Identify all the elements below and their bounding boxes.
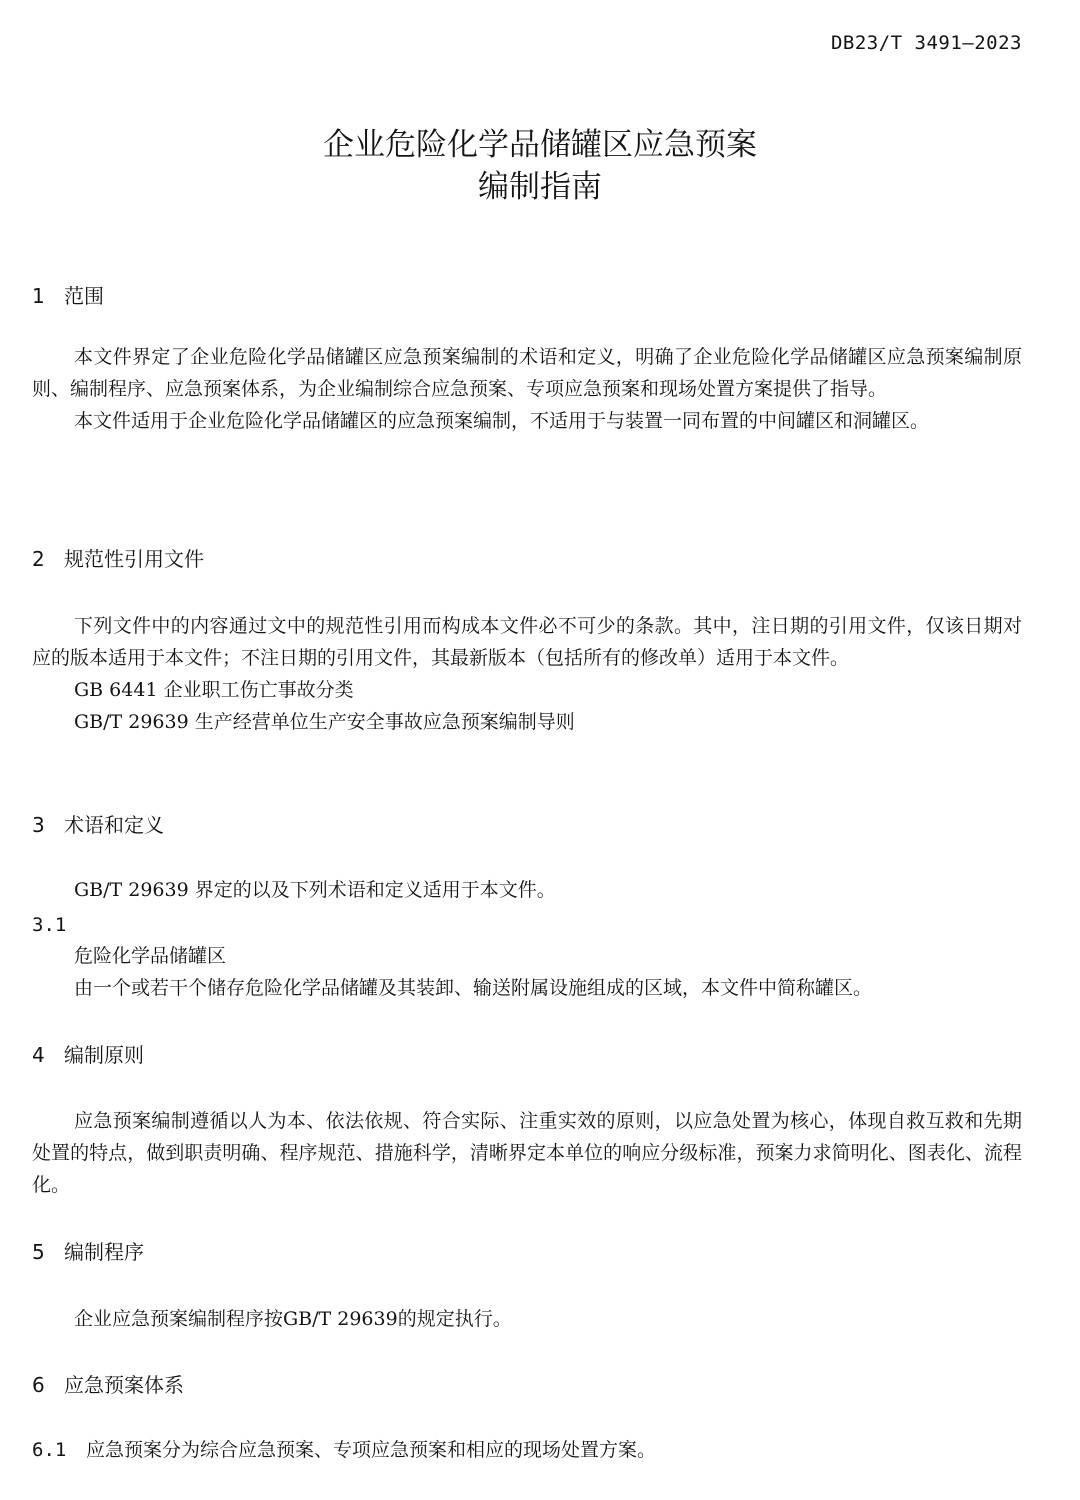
section-title: 术语和定义 — [64, 813, 164, 837]
document-title — [0, 124, 1080, 208]
section-title: 编制原则 — [64, 1043, 144, 1067]
paragraph: 应急预案编制遵循以人为本、依法依规、符合实际、注重实效的原则，以应急处置为核心，体现自救互救和先期处置的特点，做到职责明确、程序规范、措施科学，清晰界定本单位的响应分级标准，预案力求简明化、图表化、流程化。 — [32, 1110, 1022, 1196]
section-4-heading — [32, 1041, 144, 1069]
paragraph: 本文件适用于企业危险化学品储罐区的应急预案编制，不适用于与装置一同布置的中间罐区和洞罐区。 — [74, 410, 930, 432]
section-title: 规范性引用文件 — [64, 547, 204, 571]
term-definition — [74, 972, 1024, 1004]
section-3-heading — [32, 811, 164, 839]
clause-number: 6.1 — [32, 1439, 67, 1461]
title-line-1: 企业危险化学品储罐区应急预案 — [323, 127, 757, 163]
section-number: 1 — [32, 284, 45, 308]
section-title: 编制程序 — [64, 1240, 144, 1264]
clause-6-1 — [32, 1434, 656, 1466]
clause-text: 应急预案分为综合应急预案、专项应急预案和相应的现场处置方案。 — [86, 1439, 657, 1461]
section-title: 应急预案体系 — [64, 1373, 184, 1397]
term-name: 危险化学品储罐区 — [74, 945, 227, 967]
normative-reference: GB/T 29639 生产经营单位生产安全事故应急预案编制导则 — [74, 711, 575, 733]
section-3-body — [32, 874, 1022, 906]
section-2-body — [32, 610, 1022, 738]
section-4-body — [32, 1105, 1022, 1201]
paragraph: 下列文件中的内容通过文中的规范性引用而构成本文件必不可少的条款。其中，注日期的引用文件，仅该日期对应的版本适用于本文件；不注日期的引用文件，其最新版本（包括所有的修改单）适用于本文件。 — [32, 615, 1022, 669]
section-1-heading — [32, 282, 104, 310]
normative-reference: GB 6441 企业职工伤亡事故分类 — [74, 679, 354, 701]
section-number: 2 — [32, 547, 45, 571]
paragraph: 由一个或若干个储存危险化学品储罐及其装卸、输送附属设施组成的区域，本文件中简称罐区。 — [74, 977, 873, 999]
section-title: 范围 — [64, 284, 104, 308]
paragraph: GB/T 29639 界定的以及下列术语和定义适用于本文件。 — [74, 879, 556, 901]
clause-number: 3.1 — [32, 914, 67, 936]
document-code: DB23/T 3491—2023 — [830, 32, 1022, 54]
section-number: 6 — [32, 1373, 45, 1397]
section-6-heading — [32, 1371, 184, 1399]
section-number: 5 — [32, 1240, 45, 1264]
section-number: 3 — [32, 813, 45, 837]
paragraph: 本文件界定了企业危险化学品储罐区应急预案编制的术语和定义，明确了企业危险化学品储罐区应急预案编制原则、编制程序、应急预案体系，为企业编制综合应急预案、专项应急预案和现场处置方案提供了指导。 — [32, 346, 1022, 400]
section-5-body — [32, 1303, 1022, 1335]
section-number: 4 — [32, 1043, 45, 1067]
section-1-body — [32, 341, 1022, 437]
paragraph: 企业应急预案编制程序按GB/T 29639的规定执行。 — [74, 1308, 512, 1330]
title-line-2: 编制指南 — [478, 169, 602, 205]
section-2-heading — [32, 545, 204, 573]
section-5-heading — [32, 1238, 144, 1266]
